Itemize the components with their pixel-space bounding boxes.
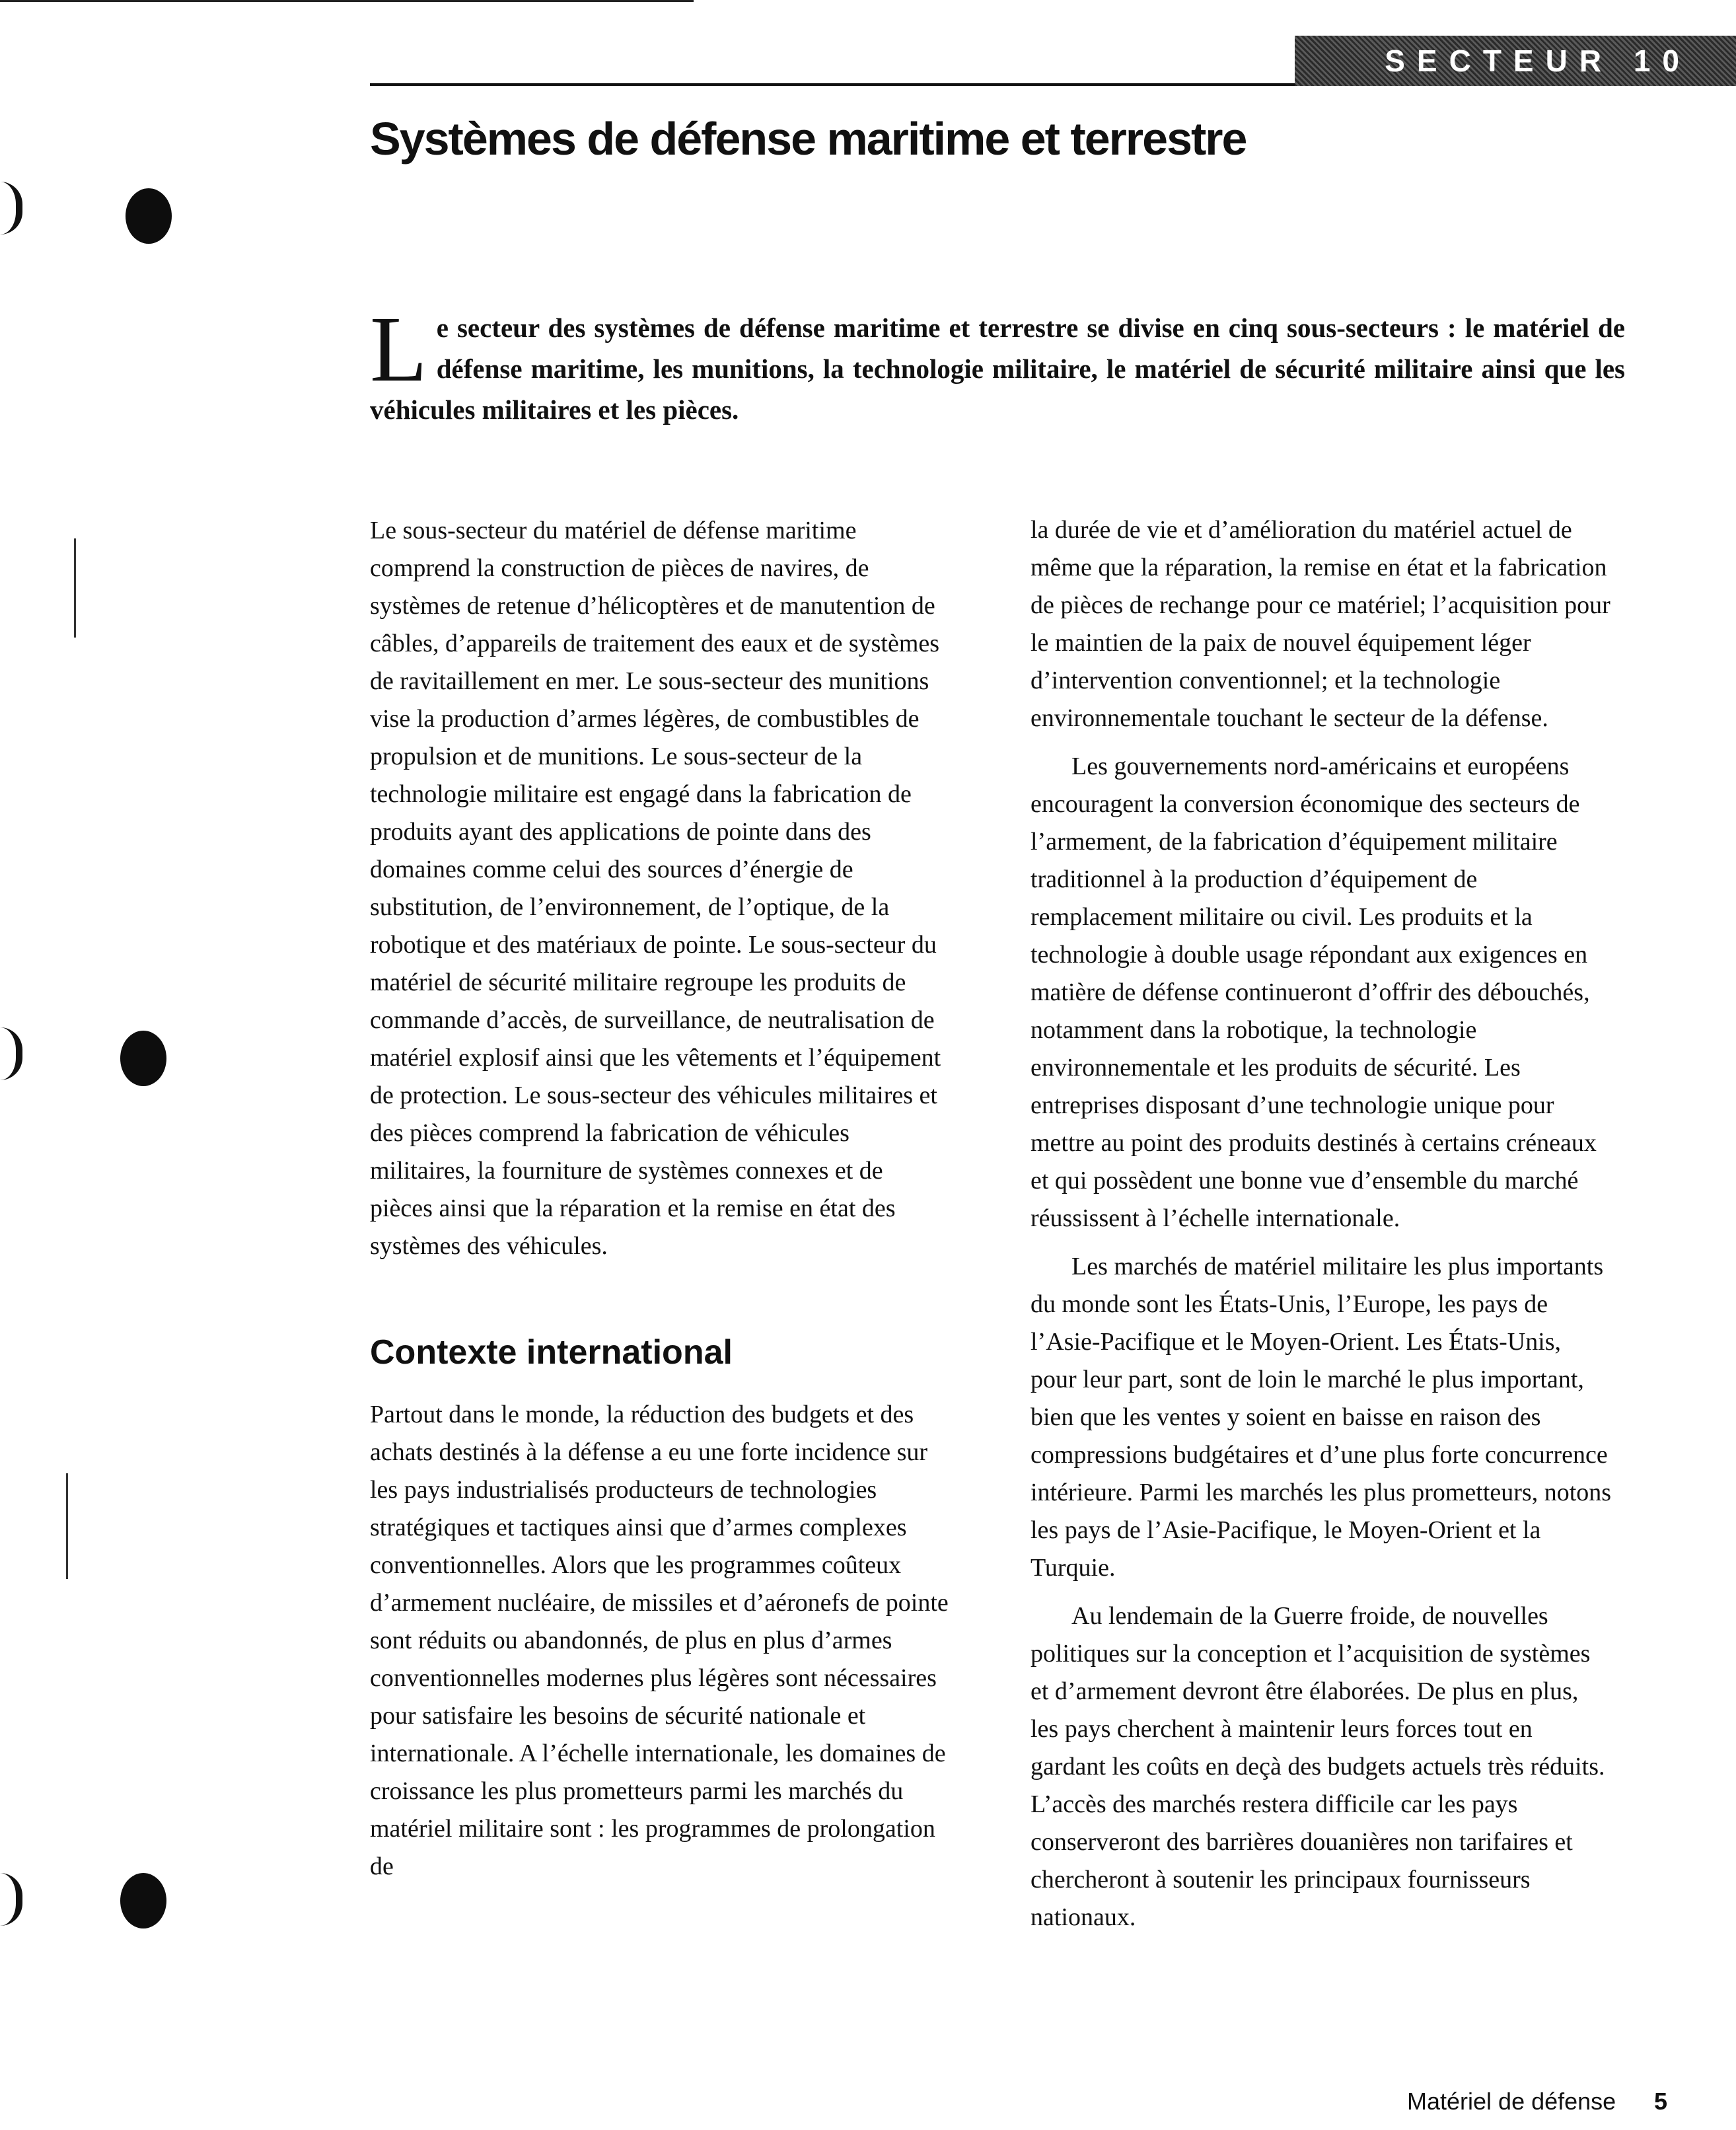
left-paragraph-1: Le sous-secteur du matériel de défense maritime comprend la construction de pièces de navires, de systèmes de retenue d’hélicoptères et de manutention de câbles, d’appareils de traitement des eaux et de systèmes de ravitaillement en mer. Le sous-secteur des munitions vise la production d’armes légères, de combustibles de propulsion et de munitions. Le sous-secteur de la technologie militaire est engagé dans la fabrication de produits ayant des applications de pointe dans des domaines comme celui des sources d’énergie de substitution, de l’environnement, de l’optique, de la robotique et des matériaux de pointe. Le sous-secteur du matériel de sécurité militaire regroupe les produits de commande d’accès, de surveillance, de neutralisation de matériel explosif ainsi que les vêtements et l’équipement de protection. Le sous-secteur des véhicules militaires et des pièces comprend la fabrication de véhicules militaires, la fourniture de systèmes connexes et de pièces ainsi que la réparation et la remise en état des systèmes des véhicules. [370,517,941,1260]
page-title: Systèmes de défense maritime et terrestre [370,113,1247,165]
left-paragraph-2: Partout dans le monde, la réduction des budgets et des achats destinés à la défense a eu une forte incidence sur les pays industrialisés producteurs de technologies stratégiques et tactiques ainsi que d’armes complexes conventionnelles. Alors que les programmes coûteux d’armement nucléaire, de missiles et d’aéronefs de pointe sont réduits ou abandonnés, de plus en plus d’armes conventionnelles modernes plus légères sont nécessaires pour satisfaire les besoins de sécurité nationale et internationale. A l’échelle internationale, les domaines de croissance les plus prometteurs parmi les marchés du matériel militaire sont : les programmes de prolongation de [370,1401,949,1880]
right-paragraph-3: Les marchés de matériel militaire les plus importants du monde sont les États-Unis, l’Europe, les pays de l’Asie-Pacifique et le Moyen-Orient. Les États-Unis, pour leur part, sont de loin le marché le plus important, bien que les ventes y soient en baisse en raison des compressions budgétaires et d’une plus forte concurrence intérieure. Parmi les marchés les plus prometteurs, notons les pays de l’Asie-Pacifique, le Moyen-Orient et la Turquie. [1031,1253,1612,1582]
page-edge-mark [0,1873,22,1926]
binder-hole [126,188,172,244]
sector-label: SECTEUR 10 [1385,44,1691,78]
footer-label: Matériel de défense [1407,2088,1616,2115]
right-paragraph-1: la durée de vie et d’amélioration du matériel actuel de même que la réparation, la remise en état et la fabrication de pièces de rechange pour ce matériel; l’acquisition pour le maintien de la paix de nouvel équipement léger d’intervention conventionnel; et la technologie environnementale touchant le secteur de la défense. [1031,516,1610,732]
sector-badge [1295,36,1736,86]
intro-text: e secteur des systèmes de défense maritime et terrestre se divise en cinq sous-secteurs : le matériel de défense maritime, les munitions, la technologie militaire, le matériel de sécurité militaire ainsi que les véhicules militaires et les pièces. [370,312,1625,425]
header-rule [370,83,1295,86]
right-paragraph-4: Au lendemain de la Guerre froide, de nouvelles politiques sur la conception et l’acquisition de systèmes et d’armement devront être élaborées. De plus en plus, les pays cherchent à maintenir leurs forces tout en gardant les coûts en deçà des budgets actuels très réduits. L’accès des marchés restera difficile car les pays conserveront des barrières douanières non tarifaires et chercheront à soutenir les principaux fournisseurs nationaux. [1031,1602,1605,1931]
top-edge-rule [0,0,694,2]
right-column [1031,511,1612,1936]
drop-cap: L [370,297,427,401]
section-heading: Contexte international [370,1333,733,1372]
page-number: 5 [1654,2088,1668,2115]
binder-hole [120,1873,166,1928]
intro-paragraph [370,297,1625,430]
page-edge-mark [0,182,22,235]
left-column [370,512,951,1886]
binder-hole [120,1031,166,1086]
binding-mark [74,538,76,638]
right-paragraph-2: Les gouvernements nord-américains et européens encouragent la conversion économique des secteurs de l’armement, de la fabrication d’équipement militaire traditionnel à la production d’équipement de remplacement militaire ou civil. Les produits et la technologie à double usage répondant aux exigences en matière de défense continueront d’offrir des débouchés, notamment dans la robotique, la technologie environnementale et les produits de sécurité. Les entreprises disposant d’une technologie unique pour mettre au point des produits destinés à certains créneaux et qui possèdent une bonne vue d’ensemble du marché réussissent à l’échelle internationale. [1031,753,1597,1232]
binding-mark [66,1473,68,1579]
page-edge-mark [0,1027,22,1080]
